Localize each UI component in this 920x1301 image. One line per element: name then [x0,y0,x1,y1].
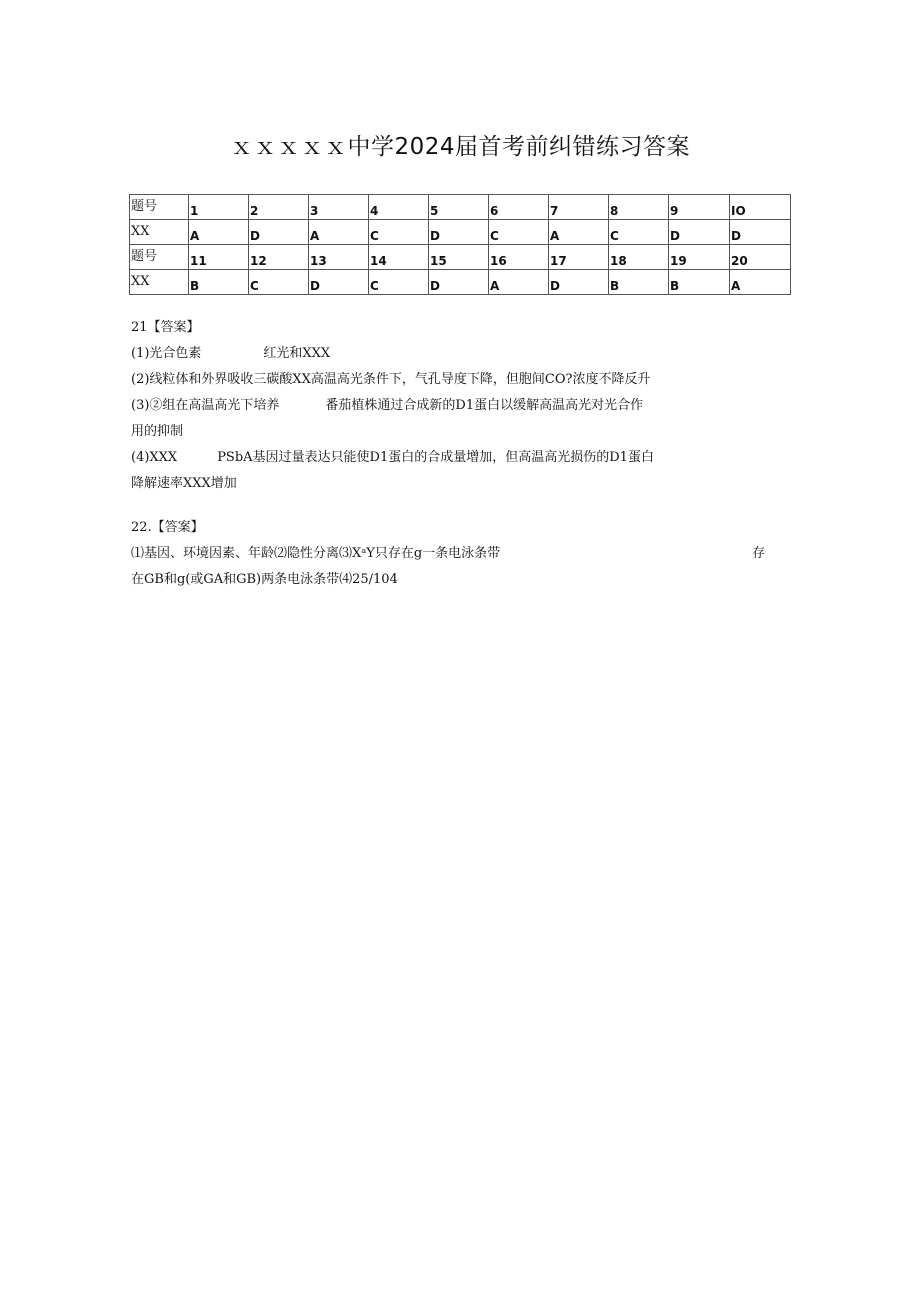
table-cell: 9 [669,195,730,220]
answer-21-part-3b: 番茄植株通过合成新的D1蛋白以缓解高温高光对光合作 [325,398,644,413]
answer-21-line-3 [131,393,771,419]
table-cell: B [189,270,249,295]
table-cell: C [369,270,429,295]
answer-21-part-4b: PSbA基因过量表达只能使D1蛋白的合成量增加，但高温高光损伤的D1蛋白 [217,450,654,465]
document-title: ｘｘｘｘｘ中学2024届首考前纠错练习答案 [229,134,691,160]
table-row [130,195,791,220]
answer-21-line-1 [131,341,771,367]
table-cell: IO [730,195,791,220]
table-cell: 18 [609,245,669,270]
table-cell: D [429,220,489,245]
answer-table [129,194,791,295]
table-cell: C [489,220,549,245]
table-cell: A [730,270,791,295]
table-cell: 19 [669,245,730,270]
answer-22 [131,515,771,593]
table-cell: B [669,270,730,295]
table-cell: D [249,220,309,245]
answer-21-part-1: (1)光合色素 [131,346,202,361]
answer-21-line-4: 用的抑制 [131,424,184,439]
table-row [130,220,791,245]
table-cell: 1 [189,195,249,220]
table-cell: A [549,220,609,245]
table-cell: A [189,220,249,245]
table-cell: 12 [249,245,309,270]
table-cell: 3 [309,195,369,220]
table-cell: A [489,270,549,295]
table-row-header: 题号 [130,195,189,220]
table-cell: 8 [609,195,669,220]
answer-21-part-1b: 红光和XXX [263,346,331,361]
table-cell: 14 [369,245,429,270]
table-cell: C [609,220,669,245]
table-row-header: 题号 [130,245,189,270]
table-cell: 13 [309,245,369,270]
table-cell: 6 [489,195,549,220]
table-row-header: XX [130,220,189,245]
table-cell: D [429,270,489,295]
table-cell: D [669,220,730,245]
answer-21-heading: 21【答案】 [131,320,200,335]
answer-21-part-4: (4)XXX [131,450,178,465]
table-cell: C [369,220,429,245]
answer-21-line-5 [131,445,771,471]
answer-22-line-1-end: 存 [751,546,765,561]
table-cell: D [309,270,369,295]
answer-22-part-1: ⑴基因、环境因素、年龄⑵隐性分离⑶XᵃY只存在g一条电泳条带 [131,546,501,561]
table-cell: B [609,270,669,295]
table-cell: 11 [189,245,249,270]
answer-22-line-2: 在GB和g(或GA和GB)两条电泳条带⑷25/104 [131,572,398,587]
answer-22-line-1 [131,541,771,567]
answer-21-line-6: 降解速率XXX增加 [131,476,237,491]
table-cell: 17 [549,245,609,270]
answer-22-heading: 22.【答案】 [131,520,204,535]
table-cell: 2 [249,195,309,220]
table-cell: 16 [489,245,549,270]
table-cell: 20 [730,245,791,270]
table-row [130,245,791,270]
table-cell: D [730,220,791,245]
answer-21-part-3: (3)②组在高温高光下培养 [131,398,280,413]
answer-21-line-2: (2)线粒体和外界吸收三碳酸XX高温高光条件下，气孔导度下降，但胞间CO?浓度不降反升 [131,372,651,387]
table-cell: 7 [549,195,609,220]
table-row-header: XX [130,270,189,295]
table-cell: C [249,270,309,295]
table-cell: 4 [369,195,429,220]
table-cell: A [309,220,369,245]
table-row [130,270,791,295]
answer-21 [131,315,771,497]
table-cell: 5 [429,195,489,220]
table-cell: D [549,270,609,295]
table-cell: 15 [429,245,489,270]
